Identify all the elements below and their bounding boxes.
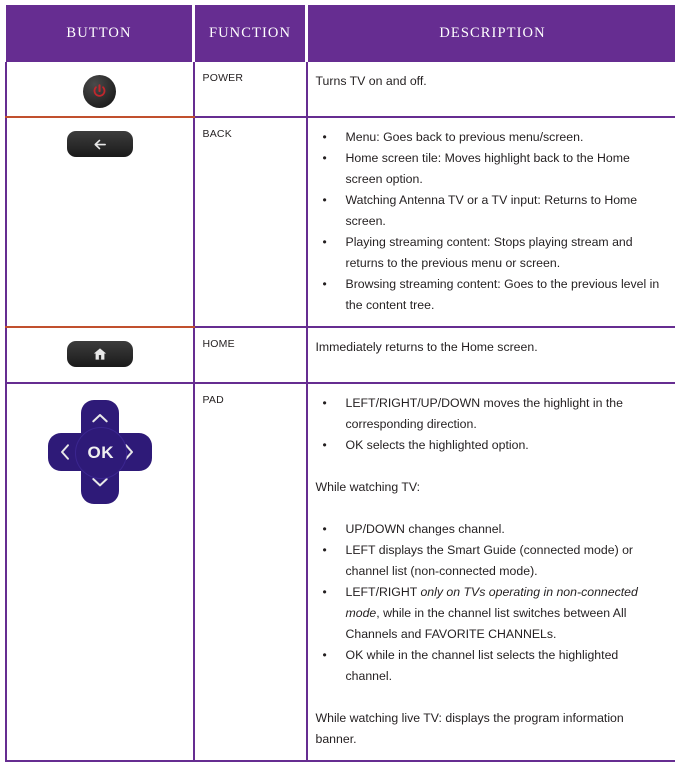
power-button-icon (83, 75, 116, 108)
table-row (6, 327, 675, 383)
dpad-icon (48, 400, 152, 504)
column-header-description: DESCRIPTION (307, 5, 675, 62)
description-subheading-1: While watching TV: (316, 477, 667, 498)
table-row (6, 62, 675, 117)
dpad-wrap (7, 384, 193, 509)
list-item: • OK selects the highlighted option. (346, 435, 667, 456)
list-item: • LEFT/RIGHT only on TVs operating in non-connected mode, while in the channel list switches between All Channels and FAVORITE CHANNELs. (346, 582, 667, 645)
description-closing-text: While watching live TV: displays the program information banner. (316, 708, 667, 750)
function-label-power: POWER (194, 62, 307, 117)
back-button-icon (67, 131, 133, 157)
list-item: • Home screen tile: Moves highlight back to the Home screen option. (346, 148, 667, 190)
description-bullet-list-top (316, 393, 667, 456)
list-item: • Menu: Goes back to previous menu/screen. (346, 127, 667, 148)
description-bullet-list-mid (316, 519, 667, 687)
power-button-wrap (7, 62, 193, 108)
description-cell-power (307, 62, 675, 117)
home-button-icon (67, 341, 133, 367)
table-row (6, 117, 675, 327)
list-item: • LEFT/RIGHT/UP/DOWN moves the highlight in the corresponding direction. (346, 393, 667, 435)
list-item: • OK while in the channel list selects the highlighted channel. (346, 645, 667, 687)
remote-button-table (5, 5, 675, 762)
table-body (6, 62, 675, 761)
spacer (316, 456, 667, 477)
list-item: • UP/DOWN changes channel. (346, 519, 667, 540)
function-label-back: BACK (194, 117, 307, 327)
home-button-wrap (7, 328, 193, 367)
description-cell-pad (307, 383, 675, 761)
back-button-wrap (7, 118, 193, 157)
list-item: • Watching Antenna TV or a TV input: Returns to Home screen. (346, 190, 667, 232)
description-bullet-list (316, 127, 667, 316)
spacer (316, 687, 667, 708)
chevron-left-icon (59, 443, 71, 466)
button-cell-back (6, 117, 194, 327)
description-cell-back (307, 117, 675, 327)
button-cell-home (6, 327, 194, 383)
list-item: • Playing streaming content: Stops playing stream and returns to the previous menu or screen. (346, 232, 667, 274)
button-cell-pad (6, 383, 194, 761)
dpad-ok-button: OK (75, 427, 127, 479)
list-item: • LEFT displays the Smart Guide (connected mode) or channel list (non-connected mode). (346, 540, 667, 582)
button-cell-power (6, 62, 194, 117)
function-label-home: HOME (194, 327, 307, 383)
list-item: • Browsing streaming content: Goes to the previous level in the content tree. (346, 274, 667, 316)
table-row (6, 383, 675, 761)
description-text: Turns TV on and off. (316, 71, 667, 92)
column-header-button: BUTTON (6, 5, 194, 62)
table-header (6, 5, 675, 62)
column-header-function: FUNCTION (194, 5, 307, 62)
spacer (316, 498, 667, 519)
function-label-pad: PAD (194, 383, 307, 761)
table-header-row (6, 5, 675, 62)
description-text: Immediately returns to the Home screen. (316, 337, 667, 358)
description-cell-home (307, 327, 675, 383)
